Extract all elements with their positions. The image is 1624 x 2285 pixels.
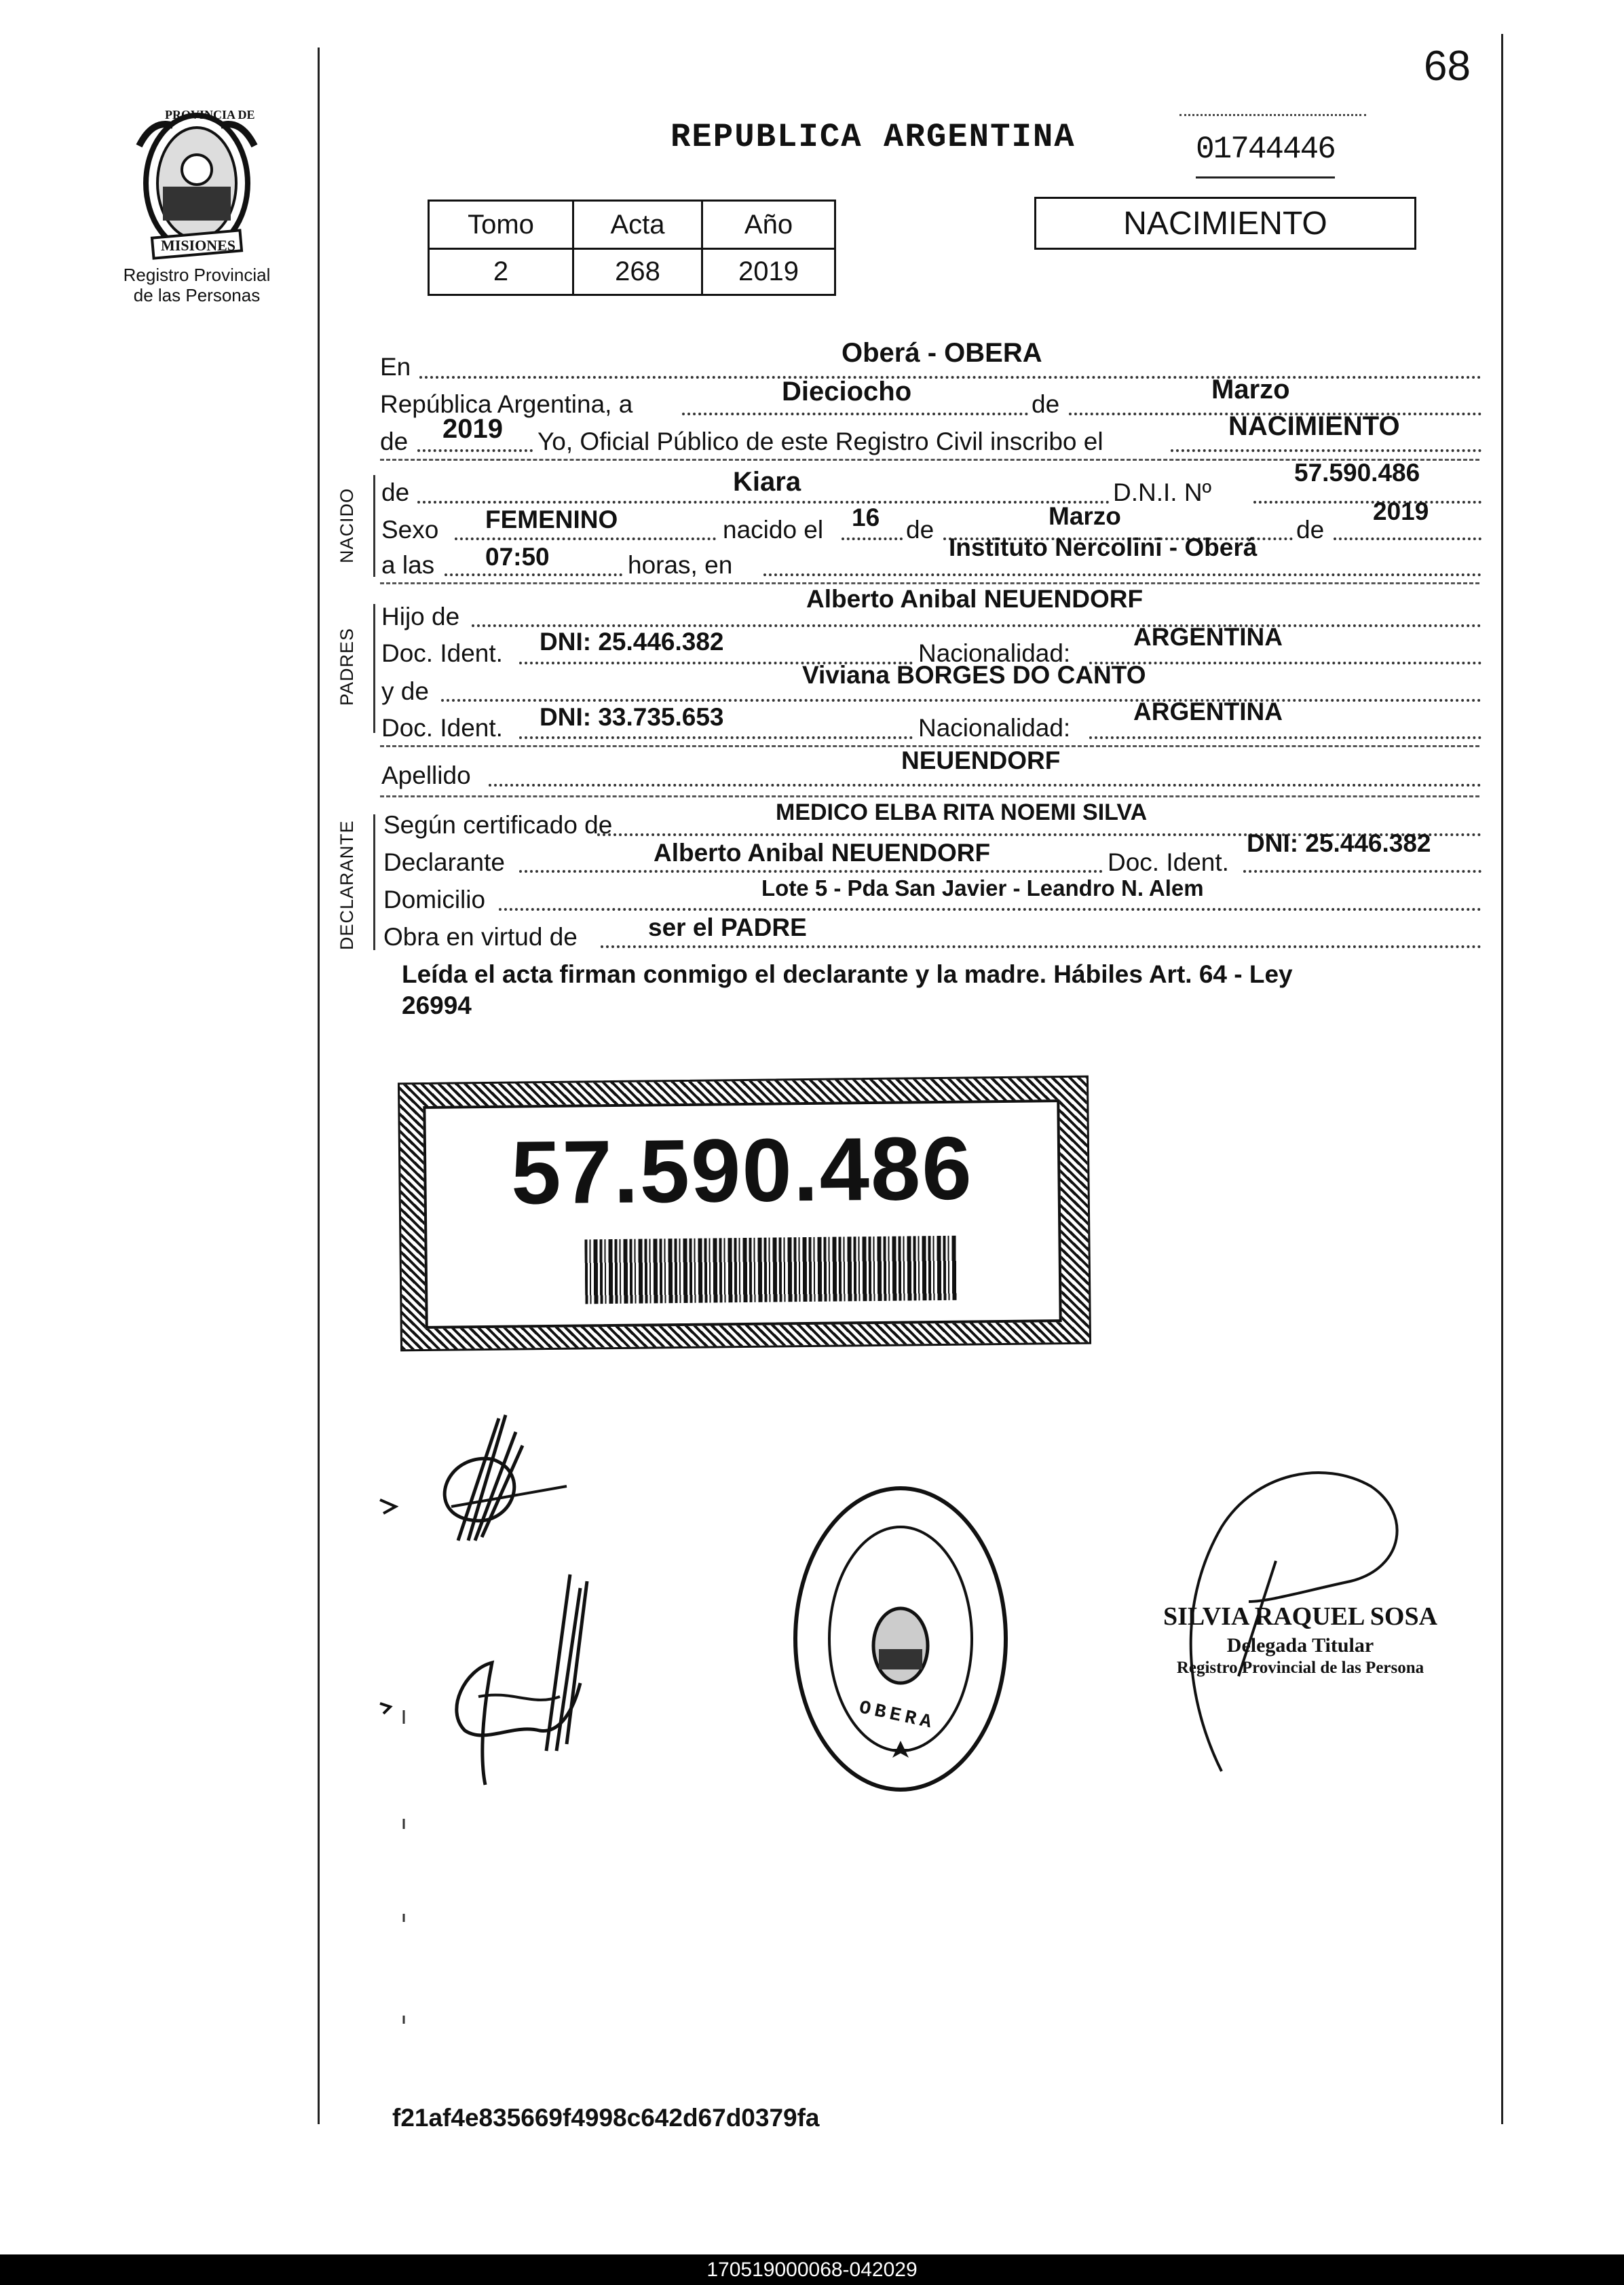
declarante-doc-label: Doc. Ident. — [1108, 848, 1229, 876]
year-dots — [417, 449, 533, 452]
registry-seal — [791, 1483, 1011, 1795]
lugar-dots — [763, 573, 1481, 576]
alas-label: a las — [381, 551, 435, 579]
sexo-dots — [455, 537, 716, 540]
de-label-4: de — [906, 516, 934, 544]
madre-doc-value: DNI: 33.735.653 — [540, 703, 724, 731]
closing-line-1: Leída el acta firman conmigo el declarante y la madre. Hábiles Art. 64 - Ley — [402, 960, 1293, 988]
madre-doc-label: Doc. Ident. — [381, 714, 503, 742]
official-stamp — [1144, 1602, 1456, 1678]
domicilio-dots — [499, 908, 1481, 911]
declarante-label: Declarante — [383, 848, 505, 876]
agency-line-1: Registro Provincial — [123, 265, 271, 285]
declarante-dots — [519, 870, 1103, 873]
barcode — [584, 1236, 957, 1304]
side-label-padres: PADRES — [337, 627, 357, 706]
obra-value: ser el PADRE — [648, 913, 807, 941]
madre-nac-dots — [1089, 736, 1481, 739]
padre-nac-dots — [1089, 662, 1481, 664]
republica-dots — [682, 413, 1028, 415]
padre-dots — [472, 624, 1481, 627]
misiones-logo — [126, 105, 268, 261]
padre-value: Alberto Anibal NEUENDORF — [806, 585, 1144, 613]
separator-2 — [380, 582, 1479, 584]
padre-nac-value: ARGENTINA — [1133, 623, 1283, 651]
page-title: REPUBLICA ARGENTINA — [671, 118, 1076, 156]
apellido-dots — [489, 784, 1481, 787]
year-value: 2019 — [442, 414, 503, 444]
republica-label: República Argentina, a — [380, 390, 633, 418]
domicilio-label: Domicilio — [383, 886, 486, 913]
sexo-value: FEMENINO — [485, 506, 618, 533]
footer-code: 170519000068-042029 — [706, 2258, 918, 2281]
en-dots — [419, 376, 1481, 379]
logo-text-bottom: MISIONES — [161, 237, 236, 254]
table-header-tomo: Tomo — [428, 200, 574, 250]
seal-city: OBERA — [857, 1697, 937, 1735]
madre-doc-dots — [519, 736, 913, 739]
horas-en-label: horas, en — [628, 551, 733, 579]
madre-dots — [441, 699, 1481, 702]
official-name: SILVIA RAQUEL SOSA — [1163, 1602, 1438, 1631]
de-label-1: de — [1032, 390, 1060, 418]
yde-label: y de — [381, 677, 429, 705]
side-label-nacido: NACIDO — [337, 487, 357, 563]
logo-text-top: PROVINCIA DE — [165, 108, 255, 121]
official-office: Registro Provincial de las Persona — [1176, 1659, 1424, 1677]
domicilio-value: Lote 5 - Pda San Javier - Leandro N. Alem — [761, 875, 1204, 901]
dni-dots — [1253, 501, 1481, 504]
en-value: Oberá - OBERA — [842, 338, 1042, 368]
section-bracket-padres — [373, 604, 375, 733]
obra-label: Obra en virtud de — [383, 923, 578, 951]
signature-madre — [377, 1561, 614, 1805]
dni-sticker-inner — [423, 1099, 1061, 1329]
hora-value: 07:50 — [485, 543, 550, 571]
table-header-anio: Año — [701, 200, 836, 250]
nacido-year: 2019 — [1373, 497, 1429, 525]
agency-name — [102, 265, 292, 305]
en-label: En — [380, 353, 411, 381]
dni-value: 57.590.486 — [1294, 459, 1420, 487]
agency-line-2: de las Personas — [133, 285, 261, 305]
margin-marks — [402, 1710, 407, 2036]
madre-value: Viviana BORGES DO CANTO — [802, 661, 1146, 689]
document-type-box: NACIMIENTO — [1034, 197, 1416, 250]
oficial-text: Yo, Oficial Público de este Registro Civil inscribo el — [537, 428, 1103, 455]
de-label-3: de — [381, 478, 410, 506]
closing-text — [402, 959, 1293, 1021]
nombre-dots — [417, 501, 1110, 504]
de-label-2: de — [380, 428, 409, 455]
left-margin-line — [318, 48, 320, 2124]
day-value: Dieciocho — [782, 377, 912, 407]
declarante-doc-value: DNI: 25.446.382 — [1247, 829, 1431, 857]
madre-nac-label: Nacionalidad: — [918, 714, 1071, 742]
padre-doc-label: Doc. Ident. — [381, 639, 503, 667]
nacido-day: 16 — [852, 504, 880, 531]
apellido-label: Apellido — [381, 761, 471, 789]
side-label-declarante: DECLARANTE — [337, 820, 357, 950]
padre-doc-value: DNI: 25.446.382 — [540, 628, 724, 656]
table-cell-acta: 268 — [572, 248, 703, 296]
serial-number: 01744446 — [1196, 132, 1335, 178]
footer-bar — [0, 2254, 1624, 2285]
table-cell-anio: 2019 — [701, 248, 836, 296]
dni-sticker — [398, 1076, 1091, 1352]
dni-sticker-number: 57.590.486 — [510, 1118, 974, 1223]
section-bracket-nacido — [373, 475, 375, 577]
apellido-value: NEUENDORF — [901, 747, 1061, 774]
serial-underline — [1179, 114, 1366, 116]
lugar-value: Instituto Nercolini - Oberá — [949, 533, 1258, 561]
right-margin-line — [1501, 34, 1503, 2124]
dni-label: D.N.I. Nº — [1113, 478, 1212, 506]
de-label-5: de — [1296, 516, 1325, 544]
declarante-doc-dots — [1243, 870, 1481, 873]
nacido-month: Marzo — [1049, 502, 1121, 530]
padre-nac-label: Nacionalidad: — [918, 639, 1071, 667]
signature-declarante — [370, 1405, 573, 1568]
table-cell-tomo: 2 — [428, 248, 574, 296]
hijo-label: Hijo de — [381, 603, 460, 630]
inscribo-dots — [1171, 449, 1481, 452]
month-value: Marzo — [1211, 375, 1290, 404]
inscribo-value: NACIMIENTO — [1228, 411, 1400, 441]
nacido-year-dots — [1334, 537, 1481, 540]
segun-value: MEDICO ELBA RITA NOEMI SILVA — [776, 799, 1148, 825]
section-bracket-declarante — [373, 814, 375, 950]
nacido-label: nacido el — [723, 516, 824, 544]
separator-4 — [380, 795, 1479, 797]
document-hash: f21af4e835669f4998c642d67d0379fa — [392, 2104, 820, 2132]
official-title: Delegada Titular — [1226, 1634, 1374, 1657]
page-number: 68 — [1424, 43, 1471, 90]
table-header-acta: Acta — [572, 200, 703, 250]
madre-nac-value: ARGENTINA — [1133, 698, 1283, 725]
nombre-value: Kiara — [733, 467, 801, 497]
closing-line-2: 26994 — [402, 992, 472, 1019]
sexo-label: Sexo — [381, 516, 439, 544]
declarante-value: Alberto Anibal NEUENDORF — [654, 839, 991, 867]
obra-dots — [601, 945, 1481, 948]
nacido-day-dots — [842, 537, 903, 540]
segun-label: Según certificado de — [383, 811, 613, 839]
hora-dots — [445, 573, 622, 576]
